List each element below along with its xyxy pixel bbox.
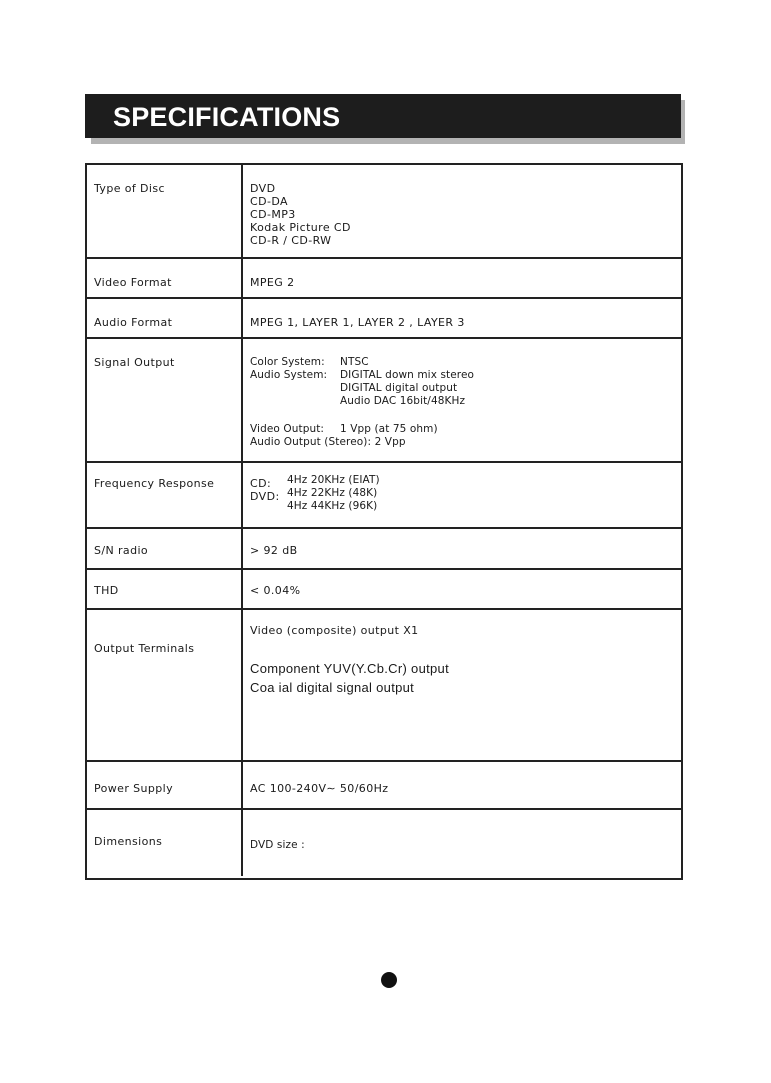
audio-output-text: Audio Output (Stereo): 2 Vpp xyxy=(250,436,406,448)
audio-format-value: MPEG 1, LAYER 1, LAYER 2 , LAYER 3 xyxy=(250,316,465,329)
audio-system-label: Audio System: xyxy=(250,369,328,381)
page-marker-dot xyxy=(381,972,397,988)
frequency-values xyxy=(287,474,380,513)
dimensions-value: DVD size : xyxy=(250,839,305,851)
power-supply-value: AC 100-240V∼ 50/60Hz xyxy=(250,782,389,795)
disc-value: Kodak Picture CD xyxy=(250,221,351,234)
sn-value: > 92 dB xyxy=(250,544,298,557)
signal-output-label: Signal Output xyxy=(94,356,175,369)
audio-system-values xyxy=(340,369,474,408)
thd-label: THD xyxy=(94,584,119,597)
disc-value: CD-MP3 xyxy=(250,208,296,221)
spec-table xyxy=(85,163,683,880)
output-terminal-video: Video (composite) output X1 xyxy=(250,624,419,637)
header-bar xyxy=(85,94,681,138)
frequency-label: Frequency Response xyxy=(94,477,215,490)
power-supply-label: Power Supply xyxy=(94,782,174,795)
frequency-cd-label: CD: xyxy=(250,477,272,490)
frequency-value: 4Hz 20KHz (EIAT) xyxy=(287,474,380,486)
row-divider xyxy=(87,527,681,529)
output-terminal-coaxial: Coa ial digital signal output xyxy=(250,680,415,695)
row-divider xyxy=(87,808,681,810)
frequency-dvd-label: DVD: xyxy=(250,490,280,503)
row-divider xyxy=(87,461,681,463)
disc-value: CD-R / CD-RW xyxy=(250,234,332,247)
row-divider xyxy=(87,760,681,762)
frequency-value: 4Hz 22KHz (48K) xyxy=(287,487,378,499)
sn-label: S/N radio xyxy=(94,544,149,557)
row-divider xyxy=(87,257,681,259)
output-terminal-component: Component YUV(Y.Cb.Cr) output xyxy=(250,661,449,676)
disc-values xyxy=(250,182,351,247)
row-divider xyxy=(87,297,681,299)
disc-value: CD-DA xyxy=(250,195,288,208)
audio-format-label: Audio Format xyxy=(94,316,173,329)
color-system-value: NTSC xyxy=(340,356,369,368)
row-divider xyxy=(87,337,681,339)
frequency-value: 4Hz 44KHz (96K) xyxy=(287,500,378,512)
video-format-label: Video Format xyxy=(94,276,172,289)
audio-system-value: Audio DAC 16bit/48KHz xyxy=(340,395,466,407)
audio-system-value: DIGITAL down mix stereo xyxy=(340,369,475,381)
output-terminals-label: Output Terminals xyxy=(94,642,195,655)
page-title: SPECIFICATIONS xyxy=(113,102,341,132)
dimensions-label: Dimensions xyxy=(94,835,163,848)
audio-system-value: DIGITAL digital output xyxy=(340,382,458,394)
row-divider xyxy=(87,608,681,610)
color-system-label: Color System: xyxy=(250,356,325,368)
video-format-value: MPEG 2 xyxy=(250,276,295,289)
thd-value: < 0.04% xyxy=(250,584,301,597)
disc-value: DVD xyxy=(250,182,276,195)
video-output-value: 1 Vpp (at 75 ohm) xyxy=(340,423,438,435)
video-output-label: Video Output: xyxy=(250,423,325,435)
disc-label: Type of Disc xyxy=(94,182,165,195)
row-divider xyxy=(87,568,681,570)
column-divider xyxy=(241,165,243,876)
